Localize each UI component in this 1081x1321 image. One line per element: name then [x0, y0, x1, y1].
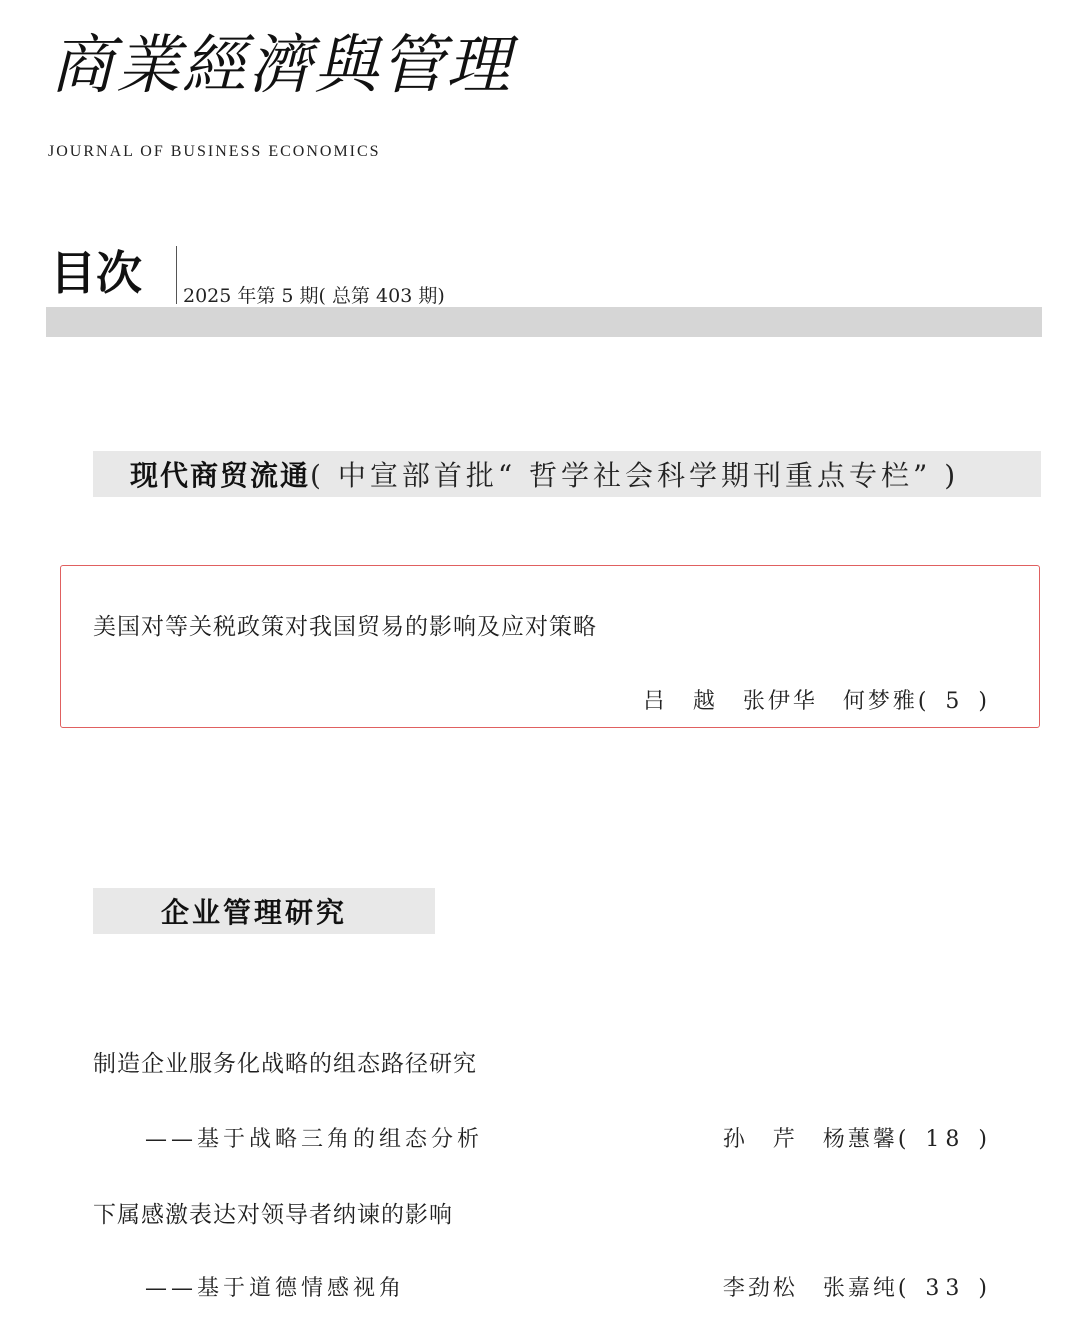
section-banner-enterprise-management — [93, 888, 435, 934]
article-subtitle: ——基于道德情感视角 — [145, 1276, 406, 1301]
article-authors — [723, 1122, 993, 1153]
article-title[interactable]: 美国对等关税政策对我国贸易的影响及应对策略 — [93, 614, 597, 640]
header-rule-bar — [46, 307, 1042, 337]
author-names: 吕 越 张伊华 何梦雅 — [642, 689, 918, 714]
article-subtitle: ——基于战略三角的组态分析 — [145, 1127, 484, 1152]
journal-english-title: JOURNAL OF BUSINESS ECONOMICS — [48, 143, 381, 160]
article-authors — [723, 1271, 993, 1302]
section-note: ( 中宣部首批“ 哲学社会科学期刊重点专栏” ) — [310, 459, 960, 492]
article-title[interactable]: 制造企业服务化战略的组态路径研究 — [93, 1051, 477, 1077]
article-authors — [643, 684, 993, 715]
heading-divider — [176, 246, 177, 304]
toc-heading: 目次 — [50, 246, 142, 300]
issue-info: 2025 年第 5 期( 总第 403 期) — [183, 285, 445, 307]
author-names: 李劲松 张嘉纯 — [722, 1276, 898, 1301]
author-names: 孙 芹 杨蕙馨 — [722, 1127, 898, 1152]
page-number: ( 33 ) — [897, 1276, 993, 1301]
section-title: 现代商贸流通 — [130, 459, 311, 492]
page-number: ( 18 ) — [897, 1127, 993, 1152]
article-title[interactable]: 下属感激表达对领导者纳谏的影响 — [93, 1202, 453, 1228]
section-title: 企业管理研究 — [161, 896, 348, 929]
section-banner-modern-trade — [93, 451, 1041, 497]
page-number: ( 5 ) — [917, 689, 993, 714]
journal-logo-title: 商業經濟與管理 — [50, 29, 512, 103]
